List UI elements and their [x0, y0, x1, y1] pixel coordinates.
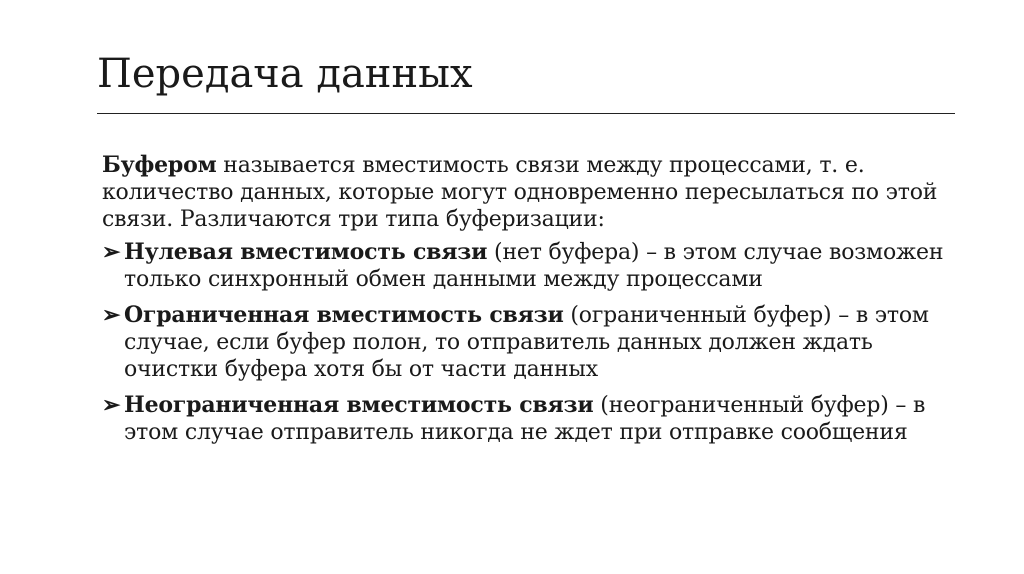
- arrow-right-icon: ➢: [102, 239, 121, 265]
- intro-paragraph: [102, 152, 952, 233]
- bullet-term: Нулевая вместимость связи: [124, 239, 488, 265]
- arrow-right-icon: ➢: [102, 392, 121, 418]
- title-divider: [97, 113, 955, 114]
- bullet-term: Ограниченная вместимость связи: [124, 302, 564, 328]
- slide-body: [102, 152, 952, 455]
- bullet-item-bounded-capacity: [102, 302, 952, 383]
- bullet-text: (нет буфера) – в этом случае возможен только синхронный обмен данными между процессами: [124, 240, 944, 292]
- bullet-text: (неограниченный буфер) – в этом случае отправитель никогда не ждет при отправке сообщения: [124, 393, 926, 445]
- bullet-item-zero-capacity: [102, 239, 952, 293]
- intro-text: называется вместимость связи между процессами, т. е. количество данных, которые могут одновременно пересылаться по этой связи. Различаются три типа буферизации:: [102, 153, 938, 232]
- arrow-right-icon: ➢: [102, 302, 121, 328]
- intro-term: Буфером: [102, 152, 217, 178]
- bullet-item-unbounded-capacity: [102, 392, 952, 446]
- bullet-text: (ограниченный буфер) – в этом случае, если буфер полон, то отправитель данных должен ждать очистки буфера хотя бы от части данных: [124, 303, 929, 382]
- bullet-term: Неограниченная вместимость связи: [124, 392, 594, 418]
- slide-title: Передача данных: [97, 51, 473, 97]
